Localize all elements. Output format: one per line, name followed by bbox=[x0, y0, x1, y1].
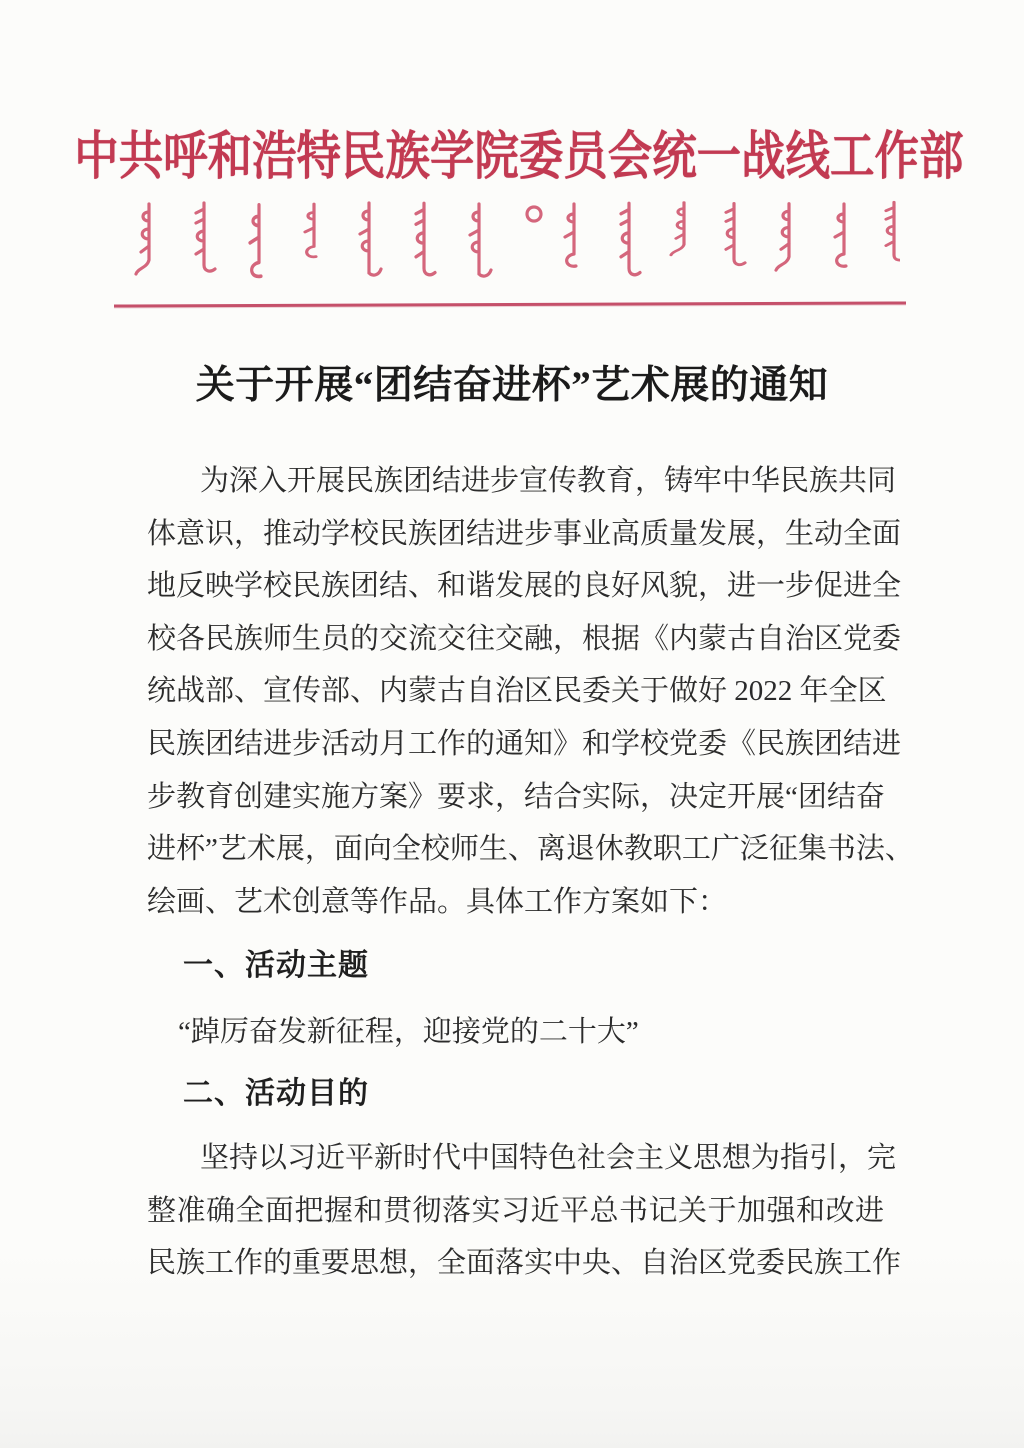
document-title: 关于开展“团结奋进杯”艺术展的通知 bbox=[195, 364, 829, 407]
section-heading-activity-theme: 一、活动主题 bbox=[183, 949, 369, 982]
letterhead-org-name: 中共呼和浩特民族学院委员会统一战线工作部 bbox=[74, 129, 964, 186]
paragraph-line: 统战部、宣传部、内蒙古自治区民委关于做好 2022 年全区 bbox=[147, 675, 887, 708]
paragraph-line: 民族团结进步活动月工作的通知》和学校党委《民族团结进 bbox=[147, 727, 902, 760]
paragraph-line: 步教育创建实施方案》要求，结合实际，决定开展“团结奋 bbox=[147, 780, 885, 813]
letterhead-divider-rule bbox=[114, 301, 906, 307]
paragraph-line: 坚持以习近平新时代中国特色社会主义思想为指引，完 bbox=[200, 1142, 897, 1174]
paragraph-line: 体意识，推动学校民族团结进步事业高质量发展，生动全面 bbox=[147, 517, 902, 550]
purpose-paragraph bbox=[147, 1132, 902, 1290]
paragraph-line: 整准确全面把握和贯彻落实习近平总书记关于加强和改进 bbox=[147, 1194, 884, 1227]
section-heading-activity-purpose: 二、活动目的 bbox=[183, 1077, 369, 1110]
paragraph-line: 民族工作的重要思想，全面落实中央、自治区党委民族工作 bbox=[147, 1247, 902, 1280]
paragraph-line: 进杯”艺术展，面向全校师生、离退休教职工广泛征集书法、 bbox=[147, 833, 914, 866]
paragraph-line: 校各民族师生员的交流交往交融，根据《内蒙古自治区党委 bbox=[147, 622, 902, 655]
paragraph-line: 绘画、艺术创意等作品。具体工作方案如下： bbox=[147, 885, 728, 918]
intro-paragraph bbox=[147, 455, 914, 928]
paragraph-line: 为深入开展民族团结进步宣传教育，铸牢中华民族共同 bbox=[200, 465, 897, 497]
paragraph-line: 地反映学校民族团结、和谐发展的良好风貌，进一步促进全 bbox=[147, 570, 902, 603]
activity-theme-text: “踔厉奋发新征程，迎接党的二十大” bbox=[178, 1016, 639, 1048]
mongolian-script-row bbox=[130, 198, 900, 286]
